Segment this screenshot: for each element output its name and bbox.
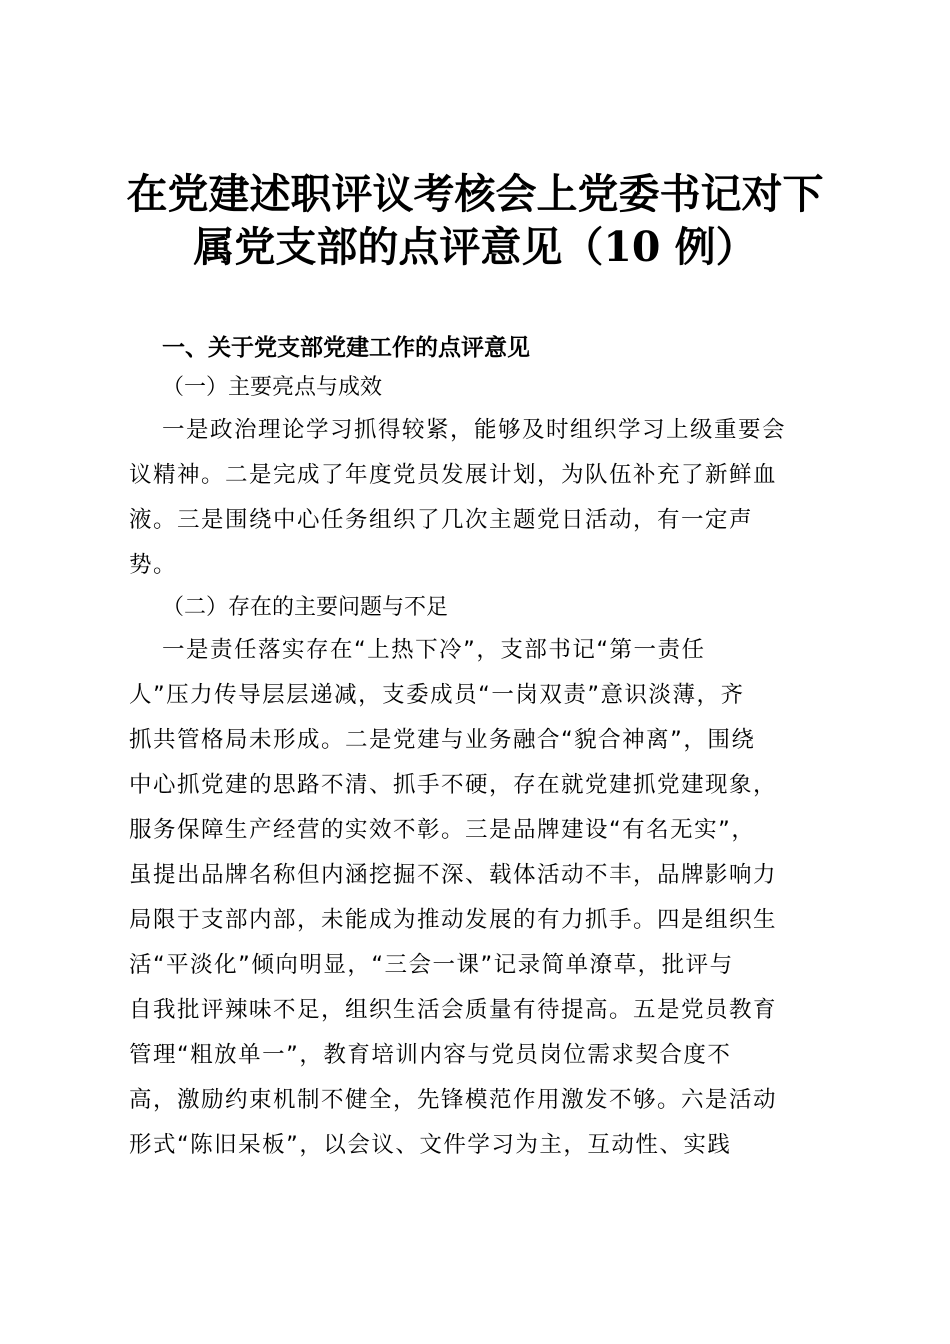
title-line: 在党建述职评议考核会上党委书记对下 <box>126 170 824 218</box>
text-line: 液。三是围绕中心任务组织了几次主题党日活动，有一定声 <box>129 507 754 533</box>
text-line: 高，激励约束机制不健全，先锋模范作用激发不够。六是活动 <box>129 1087 778 1113</box>
subsection-heading: （二）存在的主要问题与不足 <box>162 595 449 620</box>
text-line: 人”压力传导层层递减，支委成员“一岗双责”意识淡薄，齐 <box>129 682 745 708</box>
paragraph-highlights <box>129 408 829 588</box>
text-line: 服务保障生产经营的实效不彰。三是品牌建设“有名无实”， <box>129 817 756 843</box>
text-line: 管理“粗放单一”，教育培训内容与党员岗位需求契合度不 <box>129 1042 732 1068</box>
text-line: 议精神。二是完成了年度党员发展计划，为队伍补充了新鲜血 <box>129 462 778 488</box>
title-line: 属党支部的点评意见（10 例） <box>193 223 757 271</box>
document-body <box>129 328 829 1168</box>
text-line: 一是责任落实存在“上热下冷”，支部书记“第一责任 <box>162 637 706 663</box>
paragraph-problems <box>129 628 829 1168</box>
text-line: 虽提出品牌名称但内涵挖掘不深、载体活动不丰，品牌影响力 <box>129 862 778 888</box>
text-line: 形式“陈旧呆板”，以会议、文件学习为主，互动性、实践 <box>129 1132 732 1158</box>
text-line: 抓共管格局未形成。二是党建与业务融合“貌合神离”，围绕 <box>129 727 756 753</box>
text-line: 局限于支部内部，未能成为推动发展的有力抓手。四是组织生 <box>129 907 778 933</box>
section-heading: 一、关于党支部党建工作的点评意见 <box>162 335 530 361</box>
text-line: 势。 <box>129 552 178 578</box>
text-line: 中心抓党建的思路不清、抓手不硬，存在就党建抓党建现象， <box>129 772 778 798</box>
subsection-heading: （一）主要亮点与成效 <box>162 375 383 400</box>
text-line: 活“平淡化”倾向明显，“三会一课”记录简单潦草，批评与 <box>129 952 734 978</box>
text-line: 自我批评辣味不足，组织生活会质量有待提高。五是党员教育 <box>129 997 778 1023</box>
text-line: 一是政治理论学习抓得较紧，能够及时组织学习上级重要会 <box>162 417 787 443</box>
document-title <box>0 168 950 274</box>
